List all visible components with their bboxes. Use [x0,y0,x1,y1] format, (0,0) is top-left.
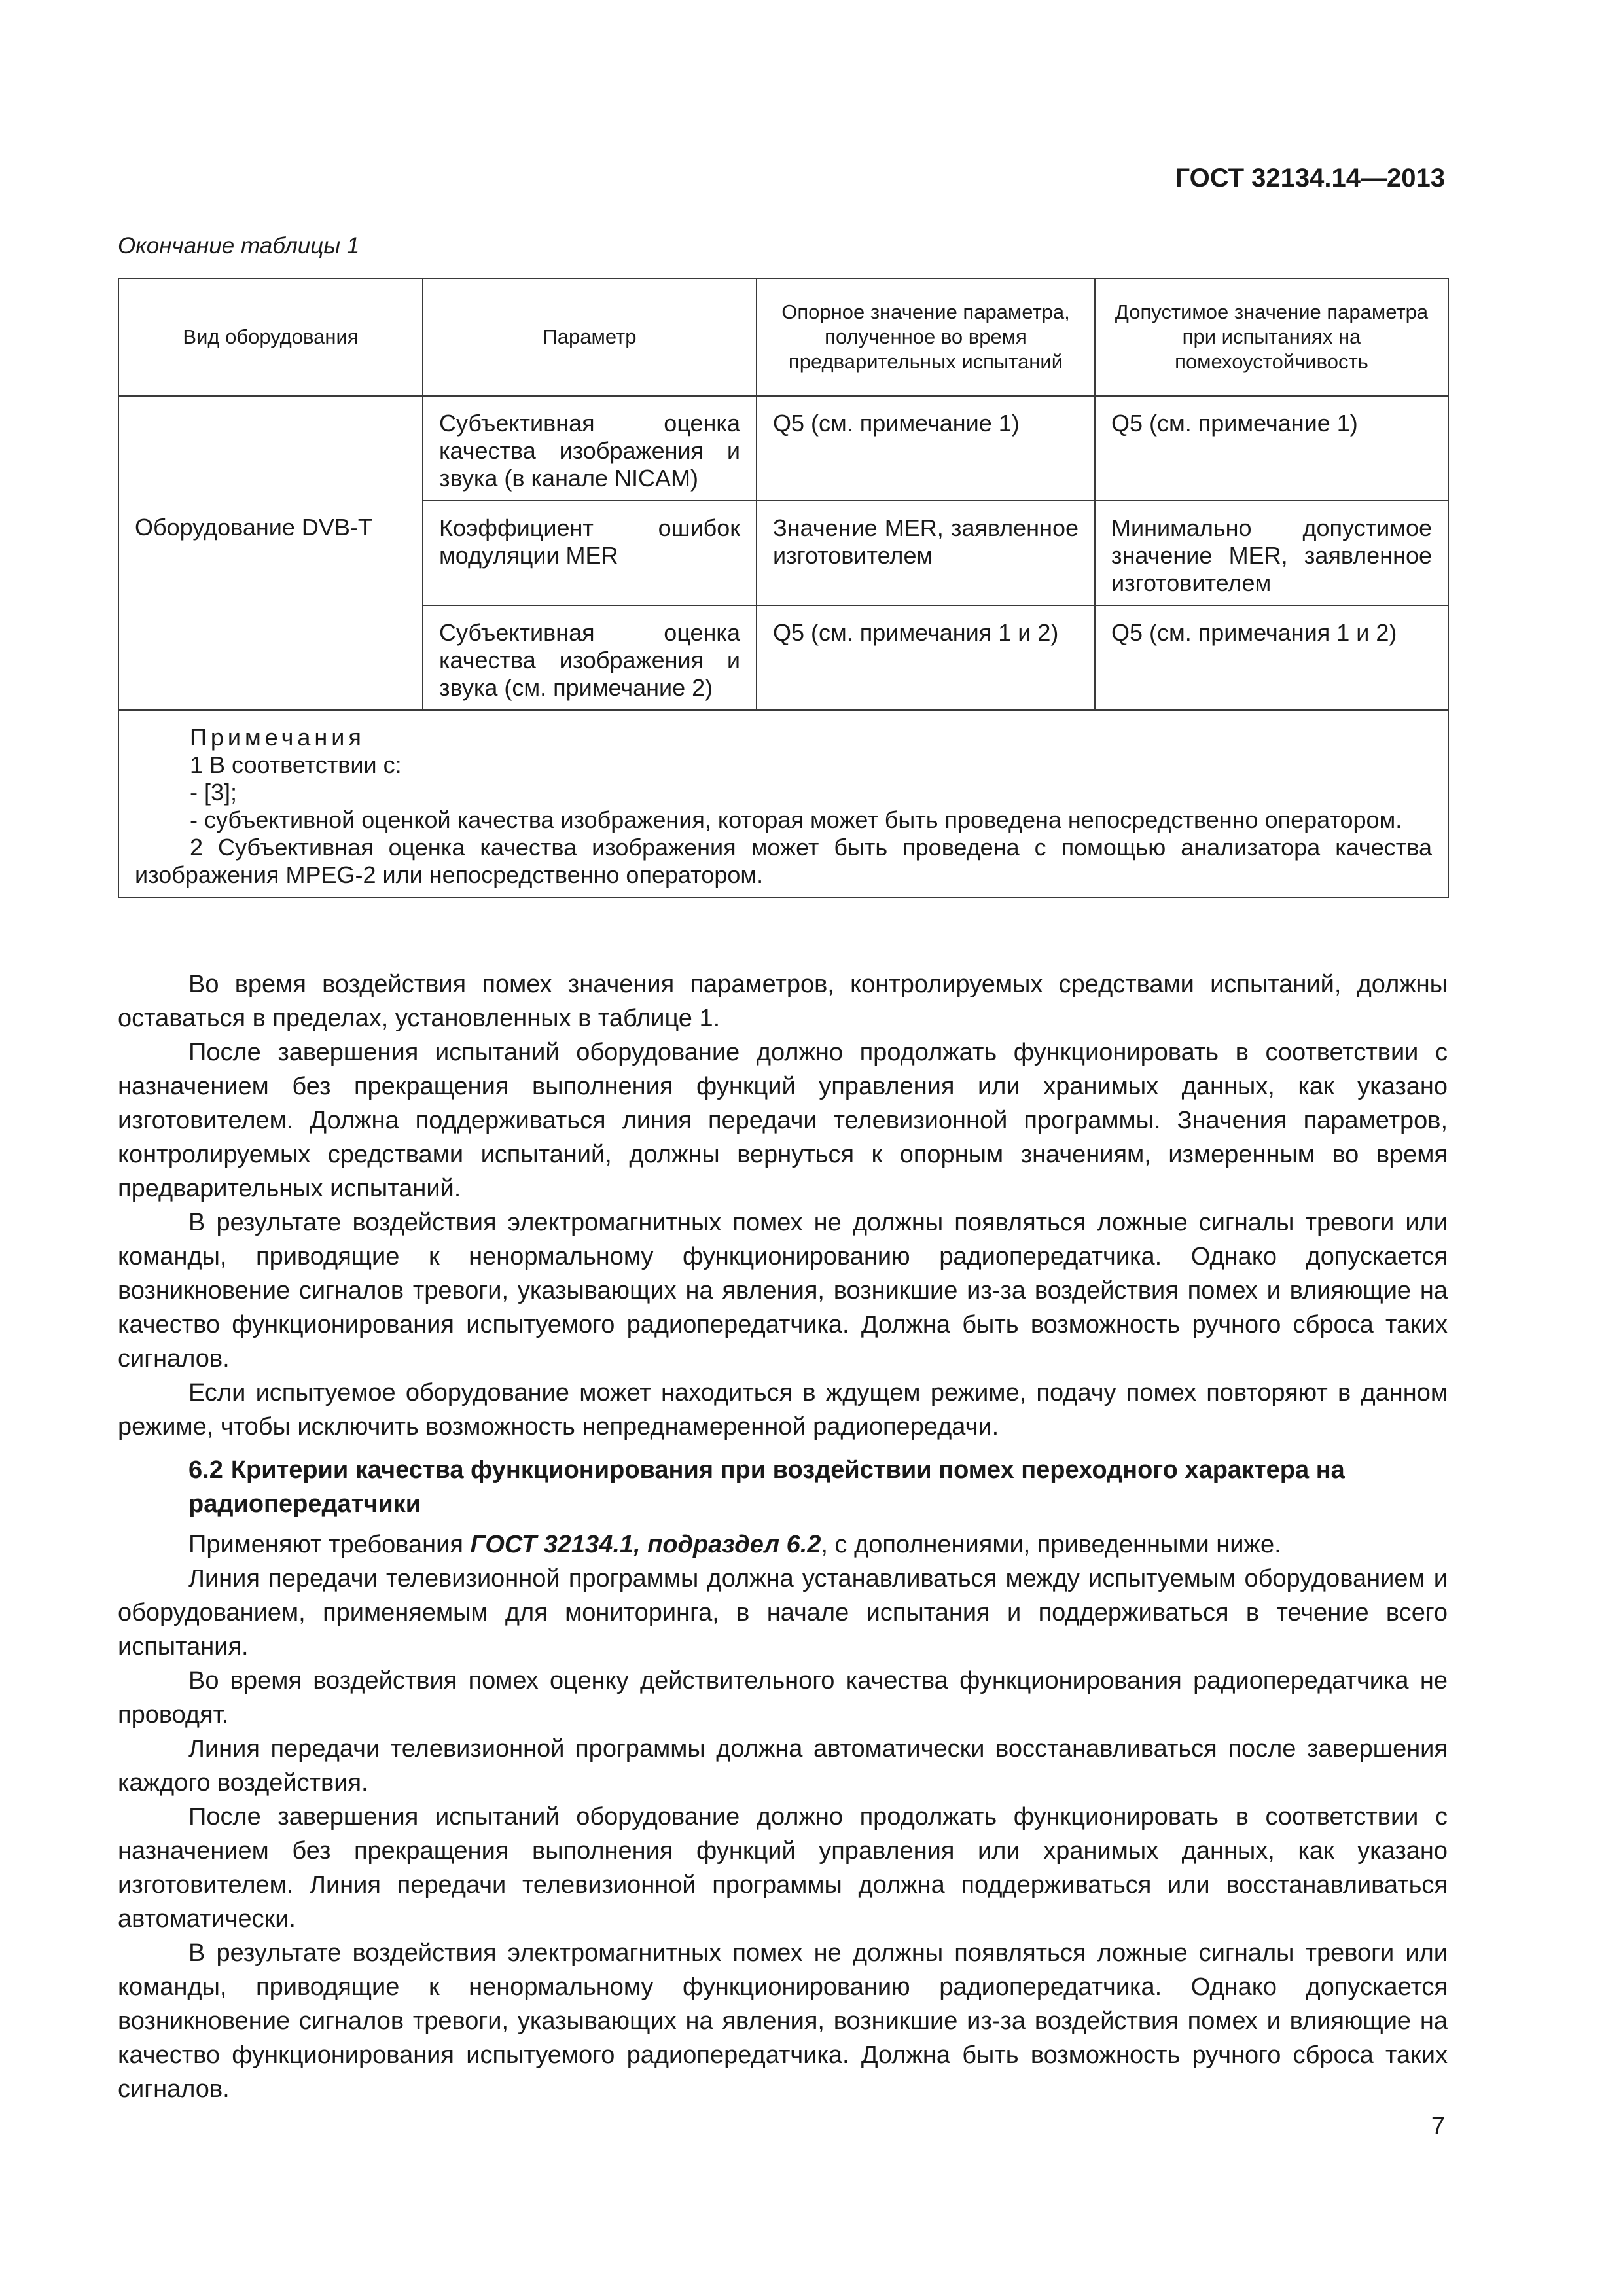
section-heading [118,1453,1448,1521]
paragraph: После завершения испытаний оборудование должно продолжать функционировать в соответствии с назначением без прекращения выполнения функций управления или хранимых данных, как указано изготовителем. Должна поддерживаться линия передачи телевизионной программы. Значения параметров, контролируемых средствами испытаний, должны вернуться к опорным значениям, измеренным во время предварительных испытаний. [118,1039,1448,1202]
paragraph-text: , с дополнениями, приведенными ниже. [821,1531,1281,1558]
table-header-row [118,278,1448,396]
standard-code: ГОСТ 32134.14—2013 [1175,164,1445,192]
cell-equipment [118,396,423,501]
cell-parameter: Субъективная оценка качества изображения и звука (см. примечание 2) [423,605,757,710]
table-notes [118,710,1448,897]
paragraph: Линия передачи телевизионной программы должна устанавливаться между испытуемым оборудованием и оборудованием, применяемым для мониторинга, в начале испытания и поддерживаться в течение всего испытания. [118,1565,1448,1660]
cell-parameter: Коэффициент ошибок модуляции MER [423,501,757,605]
note-1-item-a: - [3]; [190,779,238,806]
note-1-item-b: - субъективной оценкой качества изображения, которая может быть проведена непосредственно оператором. [190,806,1402,833]
body-text [118,967,1448,2106]
note-1-intro: 1 В соответствии с: [190,751,402,778]
notes-title: Примечания [190,724,365,751]
cell-reference: Q5 (см. примечания 1 и 2) [757,605,1095,710]
cell-allowed: Q5 (см. примечание 1) [1095,396,1448,501]
paragraph: После завершения испытаний оборудование должно продолжать функционировать в соответствии с назначением без прекращения выполнения функций управления или хранимых данных, как указано изготовителем. Линия передачи телевизионной программы должна поддерживаться или восстанавливаться автоматически. [118,1803,1448,1933]
header-parameter: Параметр [423,278,757,396]
cell-equipment [118,605,423,710]
cell-parameter: Субъективная оценка качества изображения и звука (в канале NICAM) [423,396,757,501]
paragraph: В результате воздействия электромагнитных помех не должны появляться ложные сигналы тревоги или команды, приводящие к ненормальному функционированию радиопередатчика. Однако допускается возникновение сигналов тревоги, указывающих на явления, возникшие из-за воздействия помех и влияющие на качество функционирования испытуемого радиопередатчика. Должна быть возможность ручного сброса таких сигналов. [118,1939,1448,2103]
header-equipment: Вид оборудования [118,278,423,396]
header-allowed-value: Допустимое значение параметра при испытаниях на помехоустойчивость [1095,278,1448,396]
paragraph: Если испытуемое оборудование может находиться в ждущем режиме, подачу помех повторяют в данном режиме, чтобы исключить возможность непреднамеренной радиопередачи. [118,1379,1448,1441]
cell-equipment: Оборудование DVB-T [118,501,423,605]
table-row [118,605,1448,710]
paragraph [118,1528,1448,1562]
table-notes-row [118,710,1448,897]
standard-reference: ГОСТ 32134.1, подраздел 6.2 [470,1531,821,1558]
paragraph-text: Применяют требования [188,1531,471,1558]
cell-allowed: Q5 (см. примечания 1 и 2) [1095,605,1448,710]
paragraph: Во время воздействия помех значения параметров, контролируемых средствами испытаний, должны оставаться в пределах, установленных в таблице 1. [118,971,1448,1032]
paragraph: В результате воздействия электромагнитных помех не должны появляться ложные сигналы тревоги или команды, приводящие к ненормальному функционированию радиопередатчика. Однако допускается возникновение сигналов тревоги, указывающих на явления, возникшие из-за воздействия помех и влияющие на качество функционирования испытуемого радиопередатчика. Должна быть возможность ручного сброса таких сигналов. [118,1209,1448,1372]
header-reference-value: Опорное значение параметра, полученное во время предварительных испытаний [757,278,1095,396]
paragraph: Линия передачи телевизионной программы должна автоматически восстанавливаться после завершения каждого воздействия. [118,1735,1448,1797]
table-caption: Окончание таблицы 1 [118,233,360,259]
cell-reference: Значение MER, заявленное изготовителем [757,501,1095,605]
table-row [118,501,1448,605]
spec-table [118,278,1449,898]
paragraph: Во время воздействия помех оценку действительного качества функционирования радиопередатчика не проводят. [118,1667,1448,1729]
section-title: Критерии качества функционирования при воздействии помех переходного характера на радиопередатчики [188,1456,1345,1518]
cell-allowed: Минимально допустимое значение MER, заявленное изготовителем [1095,501,1448,605]
page-number: 7 [1431,2113,1445,2140]
table-row [118,396,1448,501]
section-number: 6.2 [188,1456,223,1484]
note-2: 2 Субъективная оценка качества изображения может быть проведена с помощью анализатора качества изображения MPEG-2 или непосредственно оператором. [135,834,1432,888]
cell-reference: Q5 (см. примечание 1) [757,396,1095,501]
